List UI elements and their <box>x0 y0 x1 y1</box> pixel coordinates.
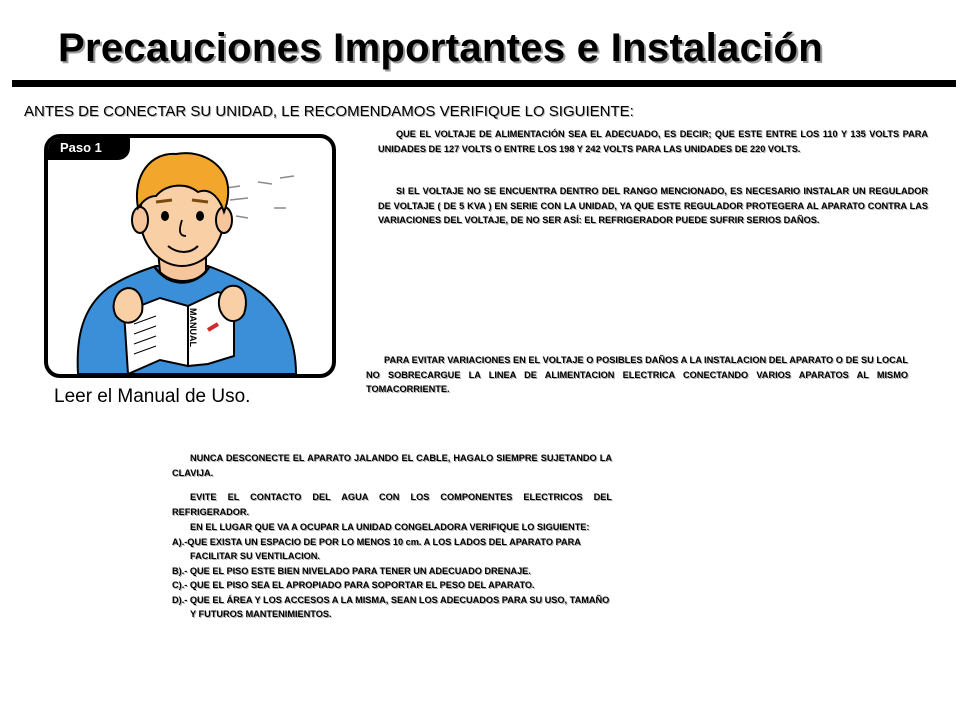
overload-note <box>366 353 908 397</box>
title-underline <box>12 80 956 87</box>
page-title: Precauciones Importantes e Instalación <box>58 26 823 70</box>
water-note <box>172 490 612 519</box>
overload-text: PARA EVITAR VARIACIONES EN EL VOLTAJE O POSIBLES DAÑOS A LA INSTALACION DEL APARATO O DE SU LOCAL NO SOBRECARGUE LA LINEA DE ALIMENTACION ELECTRICA CONECTANDO VARIOS APARATOS AL MISMO TOMACORRIENTE. <box>366 355 908 394</box>
location-intro-text: EN EL LUGAR QUE VA A OCUPAR LA UNIDAD CONGELADORA VERIFIQUE LO SIGUIENTE: <box>190 522 590 532</box>
checklist-item: C).- QUE EL PISO SEA EL APROPIADO PARA SOPORTAR EL PESO DEL APARATO. <box>172 580 535 590</box>
step-caption: Leer el Manual de Uso. <box>54 386 251 407</box>
location-checklist <box>172 520 612 622</box>
step-tag: Paso 1 <box>48 138 130 160</box>
person-reading-manual-illustration <box>48 138 332 374</box>
water-text: EVITE EL CONTACTO DEL AGUA CON LOS COMPONENTES ELECTRICOS DEL REFRIGERADOR. <box>172 492 612 517</box>
voltage-range-text: QUE EL VOLTAJE DE ALIMENTACIÓN SEA EL ADECUADO, ES DECIR; QUE ESTE ENTRE LOS 110 Y 135 VOLTS PARA UNIDADES DE 127 VOLTS O ENTRE LOS 198 Y 242 VOLTS PARA LAS UNIDADES DE 220 VOLTS. <box>378 129 928 154</box>
voltage-regulator-note <box>378 184 928 228</box>
voltage-range-note <box>378 127 928 156</box>
checklist-item: D).- QUE EL ÁREA Y LOS ACCESOS A LA MISMA, SEAN LOS ADECUADOS PARA SU USO, TAMAÑO Y FUTUROS MANTENIMIENTOS. <box>172 594 610 619</box>
unplug-note <box>172 451 612 480</box>
voltage-regulator-text: SI EL VOLTAJE NO SE ENCUENTRA DENTRO DEL RANGO MENCIONADO, ES NECESARIO INSTALAR UN REGULADOR DE VOLTAJE ( DE 5 KVA ) EN SERIE CON LA UNIDAD, YA QUE ESTE REGULADOR PROTEGERA AL APARATO CONTRA LAS VARIACIONES DEL VOLTAJE, DE NO SER ASÍ: EL REFRIGERADOR PUEDE SUFRIR SERIOS DAÑOS. <box>378 186 928 225</box>
checklist-item: A).-QUE EXISTA UN ESPACIO DE POR LO MENOS 10 cm. A LOS LADOS DEL APARATO PARA FACILITAR SU VENTILACION. <box>172 536 581 561</box>
manual-book-label: MANUAL <box>188 308 198 347</box>
checklist-item: B).- QUE EL PISO ESTE BIEN NIVELADO PARA TENER UN ADECUADO DRENAJE. <box>172 565 531 576</box>
intro-heading: ANTES DE CONECTAR SU UNIDAD, LE RECOMENDAMOS VERIFIQUE LO SIGUIENTE: <box>24 103 634 120</box>
step-illustration-card <box>44 134 336 378</box>
unplug-text: NUNCA DESCONECTE EL APARATO JALANDO EL CABLE, HAGALO SIEMPRE SUJETANDO LA CLAVIJA. <box>172 453 612 478</box>
